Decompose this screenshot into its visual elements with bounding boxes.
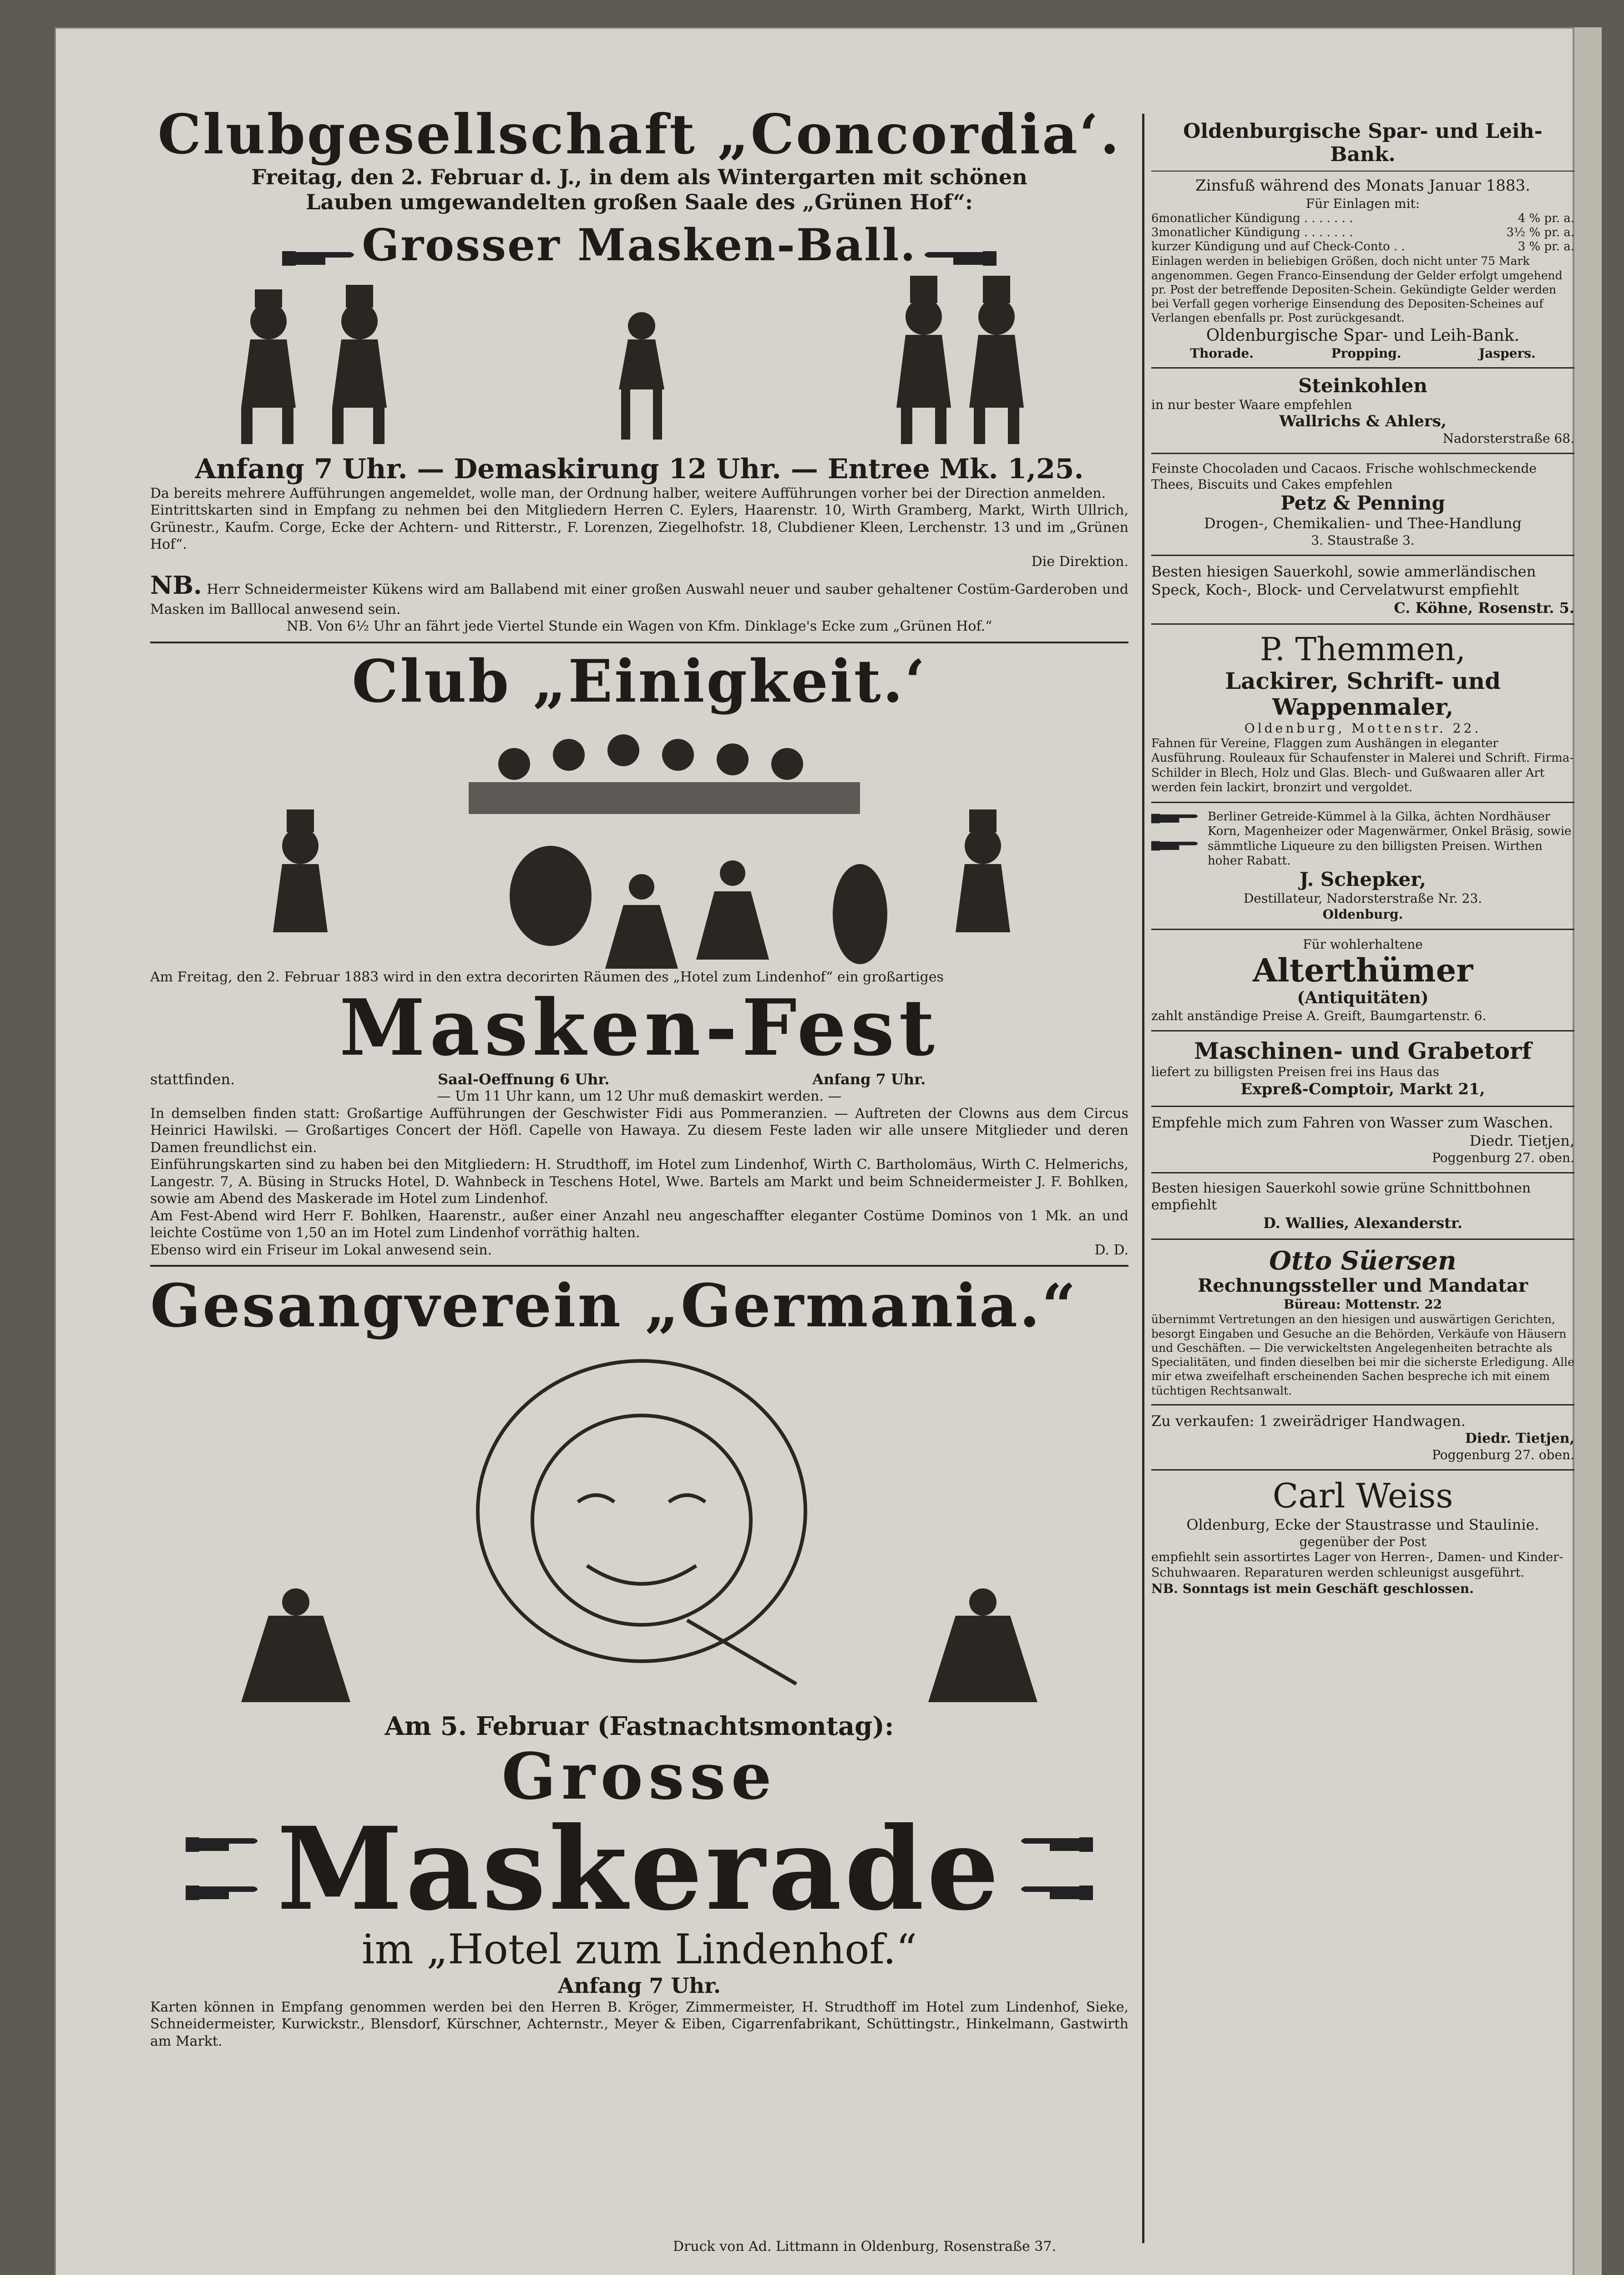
einigkeit-opening: Saal-Oeffnung 6 Uhr. (437, 1071, 610, 1088)
chocolate-text: Feinste Chocoladen und Cacaos. Frische wohlschmeckende Thees, Biscuits und Cakes empfehlen (1151, 460, 1537, 492)
concordia-nb-row (150, 570, 1128, 618)
torf-ad (1151, 1031, 1574, 1107)
themmen-name: P. Themmen, (1260, 631, 1466, 668)
handwagen-ad (1151, 1405, 1574, 1471)
concordia-ball-heading: Grosser Masken-Ball. (362, 219, 917, 271)
masked-figures-illustration (150, 271, 1128, 453)
sauerkohl-firm-1: C. Köhne, Rosenstr. 5. (1394, 599, 1574, 617)
wasser-ad (1151, 1107, 1574, 1173)
wagen-firm: Diedr. Tietjen, (1465, 1430, 1574, 1446)
einigkeit-sign: D. D. (1094, 1242, 1128, 1258)
chocolate-sub: Drogen-, Chemikalien- und Thee-Handlung (1204, 515, 1522, 532)
germania-title: Gesangverein „Germania.“ (150, 1271, 1078, 1341)
themmen-ad (1151, 625, 1574, 803)
kohlen-ad (1151, 369, 1574, 454)
newspaper-page (55, 27, 1602, 2275)
pointing-hand-icon (1151, 837, 1201, 855)
kohlen-addr: Nadorsterstraße 68. (1442, 430, 1574, 446)
schepker-text: Berliner Getreide-Kümmel à la Gilka, ächten Nordhäuser Korn, Magenheizer oder Magenwärmer, Onkel Bräsig, sowie sämmtliche Liqueure zu den billigsten Preisen. Wirthen hoher Rabatt. (1208, 809, 1572, 868)
printer-footer: Druck von Ad. Littmann in Oldenburg, Rosenstraße 37. (673, 2239, 1057, 2255)
concordia-subtitle-2: Lauben umgewandelten großen Saale des „Grünen Hof“: (306, 190, 973, 215)
alter-sub: (Antiquitäten) (1297, 988, 1429, 1008)
germania-maskerade: Maskerade (277, 1802, 1002, 1936)
right-column (1151, 114, 1574, 2248)
weiss-sub: gegenüber der Post (1299, 1534, 1427, 1550)
suersen-title: Rechnungssteller und Mandatar (1198, 1275, 1528, 1297)
torf-firm: Expreß-Comptoir, Markt 21, (1240, 1080, 1485, 1099)
torf-title: Maschinen- und Grabetorf (1194, 1037, 1532, 1064)
einigkeit-ad (150, 647, 1128, 1259)
divider (150, 642, 1128, 643)
bank-rate-title: Zinsfuß während des Monats Januar 1883. (1195, 177, 1530, 195)
germania-grosse: Grosse (501, 1739, 777, 1815)
themmen-trade: Lackirer, Schrift- und Wappenmaler, (1225, 667, 1501, 721)
alterthuemer-ad (1151, 930, 1574, 1031)
concordia-title: Clubgesellschaft „Concordia‘. (157, 105, 1121, 167)
left-column (150, 105, 1128, 2275)
wagen-text: Zu verkaufen: 1 zweirädriger Handwagen. (1151, 1412, 1466, 1430)
alter-text: zahlt anständige Preise A. Greift, Baumgartenstr. 6. (1151, 1008, 1487, 1023)
schepker-sub: Destillateur, Nadorsterstraße Nr. 23. (1243, 890, 1482, 906)
pointing-hand-icon (1151, 809, 1201, 828)
pointing-hand-icon (282, 246, 359, 271)
wasser-addr: Poggenburg 27. oben. (1432, 1150, 1574, 1165)
bank-ad (1151, 114, 1574, 369)
bank-text: Einlagen werden in beliebigen Größen, doch nicht unter 75 Mark angenommen. Gegen Franco-Einsendung der Gelder erfolgt umgehend pr. Post der betreffende Depositen-Schein. Gekündigte Gelder werden bei Verfall gegen vorherige Einsendung des Depositen-Scheines auf Verlangen ebenfalls pr. Post zurückgesandt. (1151, 254, 1563, 325)
weiss-nb: NB. Sonntags ist mein Geschäft geschlossen. (1151, 1581, 1474, 1596)
wasser-text: Empfehle mich zum Fahren von Wasser zum Waschen. (1151, 1113, 1553, 1131)
concordia-subtitle-1: Freitag, den 2. Februar d. J., in dem als Wintergarten mit schönen (251, 165, 1027, 189)
pointing-hand-icon (919, 246, 997, 271)
pointing-hand-icon (1016, 1832, 1093, 1857)
einigkeit-final-row (150, 1242, 1128, 1259)
bank-names: Thorade. Propping. Jaspers. (1190, 345, 1536, 361)
suersen-text: übernimmt Vertretungen an den hiesigen und auswärtigen Gerichten, besorgt Eingaben und Gesuche an die Behörden, Verkäufe von Häusern und Geschäften. — Die verwickeltsten Angelegenheiten betrachte als Specialitäten, und finden dieselben bei mir die sicherste Erledigung. Alle mir etwa zweifelhaft erscheinenden Sachen bespreche ich mit einem tüchtigen Rechtsanwalt. (1151, 1313, 1574, 1397)
germania-maskerade-row (150, 1802, 1128, 1936)
torf-text: liefert zu billigsten Preisen frei ins Haus das (1151, 1064, 1439, 1080)
kohlen-title: Steinkohlen (1298, 374, 1427, 397)
einigkeit-intro: Am Freitag, den 2. Februar 1883 wird in den extra decorirten Räumen des „Hotel zum Lindenhof“ ein großartiges (150, 969, 944, 985)
themmen-text: Fahnen für Vereine, Flaggen zum Aushängen in eleganter Ausführung. Rouleaux für Schaufenster in Malerei und Schrift. Firma-Schilder in Blech, Holz und Glas. Blech- und Gußwaaren aller Art werden fein lackirt, bronzirt und vergoldet. (1151, 736, 1574, 795)
weiss-addr: Oldenburg, Ecke der Staustrasse und Staulinie. (1186, 1516, 1539, 1534)
wasser-firm: Diedr. Tietjen, (1469, 1132, 1574, 1149)
germania-para-1: Karten können in Empfang genommen werden bei den Herren B. Kröger, Zimmermeister, H. Strudthoff im Hotel zum Lindenhof, Sieke, Schneidermeister, Kurwickstr., Blensdorf, Kürschner, Achternstr., Meyer & Eiben, Cigarrenfabrikant, Schüttingstr., Hinkelmann, Gastwirth am Markt. (150, 1999, 1128, 2049)
weiss-text: empfiehlt sein assortirtes Lager von Herren-, Damen- und Kinder-Schuhwaaren. Reparaturen werden schleunigst ausgeführt. (1151, 1550, 1563, 1580)
einigkeit-fest: Masken-Fest (339, 982, 939, 1074)
alter-intro: Für wohlerhaltene (1303, 936, 1423, 952)
wagen-addr: Poggenburg 27. oben. (1432, 1447, 1574, 1463)
einigkeit-stattfinden: stattfinden. (150, 1071, 235, 1088)
suersen-addr: Büreau: Mottenstr. 22 (1283, 1297, 1442, 1312)
germania-ad (150, 1273, 1128, 2050)
concordia-para-1: Da bereits mehrere Aufführungen angemeldet, wolle man, der Ordnung halber, weitere Aufführungen vorher bei der Direction anmelden. (150, 485, 1106, 501)
concordia-times: Anfang 7 Uhr. — Demaskirung 12 Uhr. — Entree Mk. 1,25. (195, 453, 1084, 485)
concordia-nb-text: Herr Schneidermeister Kükens wird am Ballabend mit einer großen Auswahl neuer und sauber gehaltener Costüm-Garderoben und Masken im Balllocal anwesend sein. (150, 581, 1128, 617)
germania-venue: im „Hotel zum Lindenhof.“ (361, 1926, 917, 1974)
bank-sign: Oldenburgische Spar- und Leih-Bank. (1206, 326, 1520, 345)
concordia-ball-row (150, 219, 1128, 271)
einigkeit-para-5: Ebenso wird ein Friseur im Lokal anwesend sein. (150, 1242, 492, 1258)
germania-date: Am 5. Februar (Fastnachtsmontag): (384, 1711, 894, 1742)
pointing-hand-icon (186, 1832, 263, 1857)
bank-title: Oldenburgische Spar- und Leih-Bank. (1183, 120, 1543, 166)
suersen-name: Otto Süersen (1269, 1245, 1457, 1276)
sauerkohl-text-2: Besten hiesigen Sauerkohl sowie grüne Schnittbohnen empfiehlt (1151, 1180, 1531, 1213)
bank-rate-row: 6monatlicher Kündigung . . . . . . . 4 % pr. a. (1151, 211, 1574, 225)
bank-rate-row: kurzer Kündigung und auf Check-Conto . . 3 % pr. a. (1151, 240, 1574, 254)
einigkeit-start: Anfang 7 Uhr. (812, 1071, 926, 1088)
orchestra-illustration (150, 714, 1128, 969)
jester-face-illustration (150, 1338, 1128, 1711)
weiss-ad (1151, 1471, 1574, 1603)
germania-start: Anfang 7 Uhr. (558, 1973, 721, 1998)
divider (150, 1265, 1128, 1267)
schepker-ad (1151, 803, 1574, 930)
sauerkohl-text-1: Besten hiesigen Sauerkohl, sowie ammerländischen Speck, Koch-, Block- und Cervelatwurst empfiehlt (1151, 563, 1536, 599)
chocolate-ad (1151, 454, 1574, 556)
nb-label: NB. (150, 571, 202, 600)
pointing-hand-icon (186, 1880, 263, 1906)
kohlen-firm: Wallrichs & Ahlers, (1279, 412, 1447, 430)
concordia-para-2: Eintrittskarten sind in Empfang zu nehmen bei den Mitgliedern Herren C. Eylers, Haarenstr. 10, Wirth Gramberg, Markt, Wirth Ullrich, Grünestr., Kaufm. Corge, Ecke der Achtern- und Ritterstr., F. Lorenzen, Ziegelhofstr. 18, Clubdiener Kleen, Lerchenstr. 13 und im „Grünen Hof“. (150, 502, 1128, 553)
einigkeit-para-4: Am Fest-Abend wird Herr F. Bohlken, Haarenstr., außer einer Anzahl neu angeschaffter eleganter Costüme Dominos von 1 Mk. an und leichte Costüme von 1,50 an im Hotel zum Lindenhof vorräthig halten. (150, 1208, 1128, 1241)
bank-rates-intro: Für Einlagen mit: (1305, 196, 1420, 211)
concordia-direction: Die Direktion. (1031, 553, 1128, 570)
sauerkohl-firm-2: D. Wallies, Alexanderstr. (1263, 1214, 1462, 1232)
suersen-ad (1151, 1240, 1574, 1405)
bank-rate-row: 3monatlicher Kündigung . . . . . . . 3½ % pr. a. (1151, 225, 1574, 239)
pointing-hand-icon (1016, 1880, 1093, 1906)
concordia-nb2: NB. Von 6½ Uhr an fährt jede Viertel Stunde ein Wagen von Kfm. Dinklage's Ecke zum „Grünen Hof.“ (286, 618, 992, 635)
einigkeit-para-2: In demselben finden statt: Großartige Aufführungen der Geschwister Fidi aus Pommeranzien. — Auftreten der Clowns aus dem Circus Heinrici Hawilski. — Großartiges Concert der Höfl. Capelle von Hawaya. Zu diesem Feste laden wir alle unsere Mitglieder und deren Damen freundlichst ein. (150, 1105, 1128, 1156)
column-divider (1142, 114, 1144, 2243)
weiss-name: Carl Weiss (1272, 1476, 1453, 1516)
schepker-firm: J. Schepker, (1300, 868, 1426, 890)
chocolate-addr: 3. Staustraße 3. (1311, 533, 1415, 548)
chocolate-firm: Petz & Penning (1280, 491, 1445, 514)
einigkeit-para-1: — Um 11 Uhr kann, um 12 Uhr muß demaskirt werden. — (437, 1088, 842, 1105)
sauerkohl-ad-1 (1151, 556, 1574, 625)
themmen-addr: Oldenburg, Mottenstr. 22. (1244, 720, 1482, 736)
concordia-ad (150, 105, 1128, 635)
schepker-city: Oldenburg. (1322, 906, 1403, 922)
page-spine (1573, 27, 1602, 2275)
kohlen-text: in nur bester Waare empfehlen (1151, 397, 1352, 412)
einigkeit-title: Club „Einigkeit.‘ (352, 647, 927, 716)
sauerkohl-ad-2 (1151, 1173, 1574, 1240)
einigkeit-para-3: Einführungskarten sind zu haben bei den Mitgliedern: H. Strudthoff, im Hotel zum Lindenhof, Wirth C. Bartholomäus, Wirth C. Helmerichs, Langestr. 7, A. Büsing in Strucks Hotel, D. Wahnbeck in Teschens Hotel, Wwe. Bartels am Markt und beim Schneidermeister J. F. Bohlken, sowie am Abend des Maskerade im Hotel zum Lindenhof. (150, 1157, 1128, 1207)
alter-title: Alterthümer (1252, 951, 1473, 989)
